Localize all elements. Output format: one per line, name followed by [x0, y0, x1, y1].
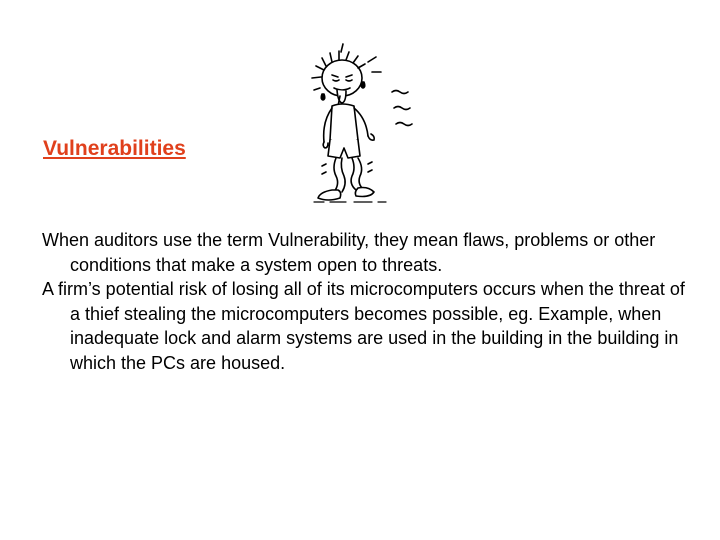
- slide-body: [42, 228, 692, 375]
- body-paragraph-definition: When auditors use the term Vulnerability, they mean flaws, problems or other conditions that make a system open to threats.: [42, 230, 656, 275]
- exhausted-person-cartoon-icon: [296, 40, 426, 204]
- body-paragraph-example: A firm’s potential risk of losing all of its microcomputers occurs when the threat of a thief stealing the microcomputers becomes possible, eg. Example, when inadequate lock and alarm systems are used in the building in the building in which the PCs are housed.: [42, 279, 685, 373]
- slide-title: Vulnerabilities: [43, 137, 186, 160]
